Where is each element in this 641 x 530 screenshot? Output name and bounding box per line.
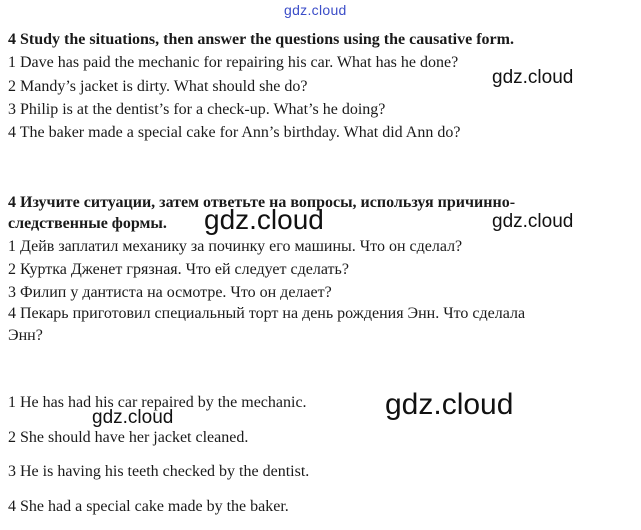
english-item-2: 2 Mandy’s jacket is dirty. What should she do?	[8, 78, 308, 95]
english-item-3: 3 Philip is at the dentist’s for a check-up. What’s he doing?	[8, 101, 386, 118]
watermark-3: gdz.cloud	[492, 211, 574, 232]
watermark-4: gdz.cloud	[385, 388, 514, 421]
answer-2: 2 She should have her jacket cleaned.	[8, 429, 249, 446]
russian-item-4-cont: Энн?	[8, 327, 43, 344]
watermark-5: gdz.cloud	[92, 407, 174, 428]
russian-item-4: 4 Пекарь приготовил специальный торт на день рождения Энн. Что сделала	[8, 305, 526, 322]
answer-1: 1 He has had his car repaired by the mechanic.	[8, 394, 307, 411]
russian-item-1: 1 Дейв заплатил механику за починку его машины. Что он сделал?	[8, 238, 463, 255]
russian-task-heading-line1: 4 Изучите ситуации, затем ответьте на вопросы, используя причинно-	[8, 194, 516, 211]
english-item-4: 4 The baker made a special cake for Ann’s birthday. What did Ann do?	[8, 124, 461, 141]
english-item-1: 1 Dave has paid the mechanic for repairing his car. What has he done?	[8, 54, 459, 71]
russian-item-2: 2 Куртка Дженет грязная. Что ей следует сделать?	[8, 261, 349, 278]
russian-task-heading-line2: следственные формы.	[8, 215, 167, 232]
watermark-top: gdz.cloud	[284, 2, 347, 18]
answer-3: 3 He is having his teeth checked by the dentist.	[8, 463, 310, 480]
english-task-heading: 4 Study the situations, then answer the questions using the causative form.	[8, 31, 514, 48]
watermark-1: gdz.cloud	[492, 67, 574, 88]
answer-4: 4 She had a special cake made by the baker.	[8, 498, 289, 515]
russian-item-3: 3 Филип у дантиста на осмотре. Что он делает?	[8, 284, 332, 301]
watermark-2: gdz.cloud	[204, 204, 324, 235]
